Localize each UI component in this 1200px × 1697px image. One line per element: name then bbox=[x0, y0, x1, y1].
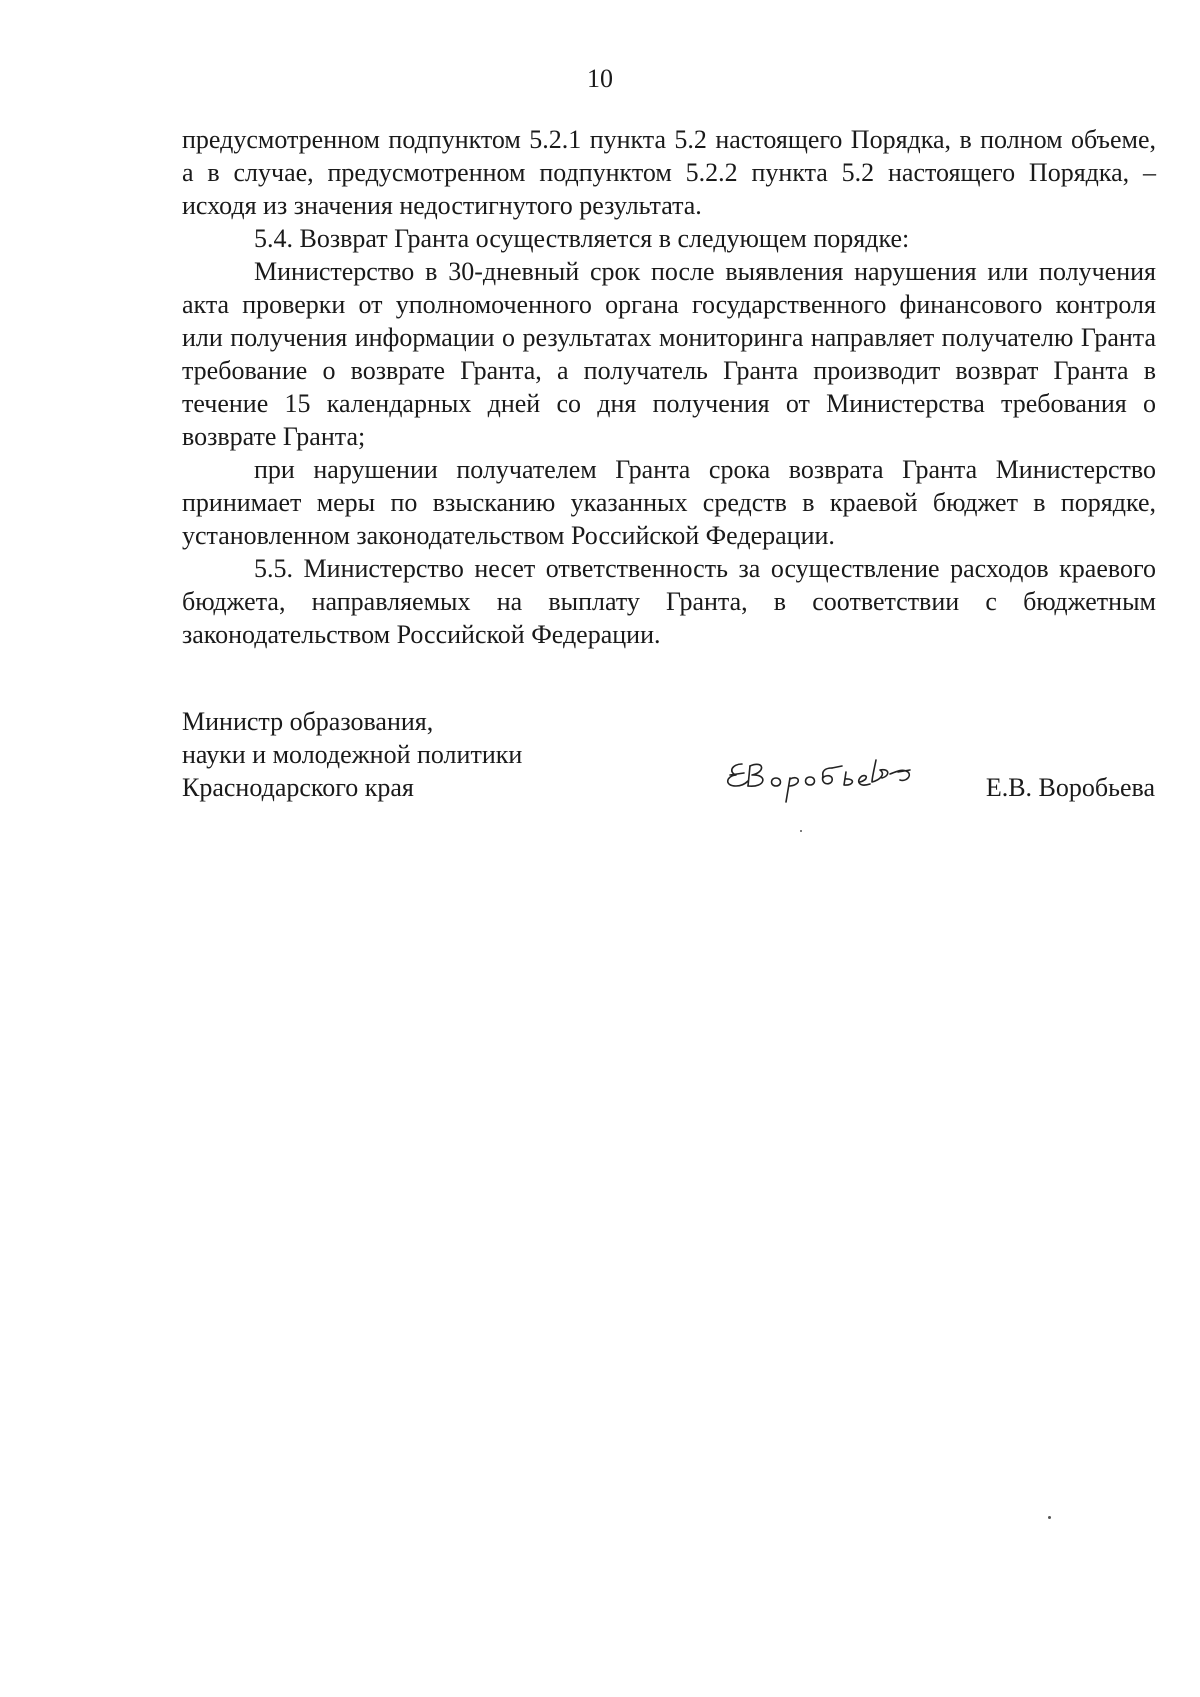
paragraph-continuation: предусмотренном подпунктом 5.2.1 пункта 5.2 настоящего Порядка, в полном объеме, а в случае, предусмотренном подпунктом 5.2.2 пункта 5.2 настоящего Порядка, – исходя из значения недостигнутого результата. bbox=[182, 125, 1156, 220]
paragraph-5-5: 5.5. Министерство несет ответственность за осуществление расходов краевого бюджета, направляемых на выплату Гранта, в соответствии с бюджетным законодательством Российской Федерации. bbox=[182, 554, 1156, 649]
scan-speck bbox=[800, 830, 802, 832]
paragraph-5-4: 5.4. Возврат Гранта осуществляется в следующем порядке: bbox=[254, 224, 910, 253]
signatory-position-line: Министр образования, bbox=[182, 707, 434, 736]
scan-speck bbox=[1048, 1516, 1051, 1519]
signatory-position-line: науки и молодежной политики bbox=[182, 740, 523, 769]
document-body bbox=[182, 123, 1156, 651]
page-number: 10 bbox=[587, 64, 613, 93]
paragraph-violation-measures: при нарушении получателем Гранта срока возврата Гранта Министерство принимает меры по взысканию указанных средств в краевой бюджет в порядке, установленном законодательством Российской Федерации. bbox=[182, 455, 1156, 550]
handwritten-signature bbox=[720, 742, 950, 812]
signatory-position-line: Краснодарского края bbox=[182, 773, 414, 802]
signatory-position bbox=[182, 705, 522, 804]
signatory-name: Е.В. Воробьева bbox=[985, 773, 1155, 802]
paragraph-return-procedure: Министерство в 30-дневный срок после выявления нарушения или получения акта проверки от уполномоченного органа государственного финансового контроля или получения информации о результатах мониторинга направляет получателю Гранта требование о возврате Гранта, а получатель Гранта производит возврат Гранта в течение 15 календарных дней со дня получения от Министерства требования о возврате Гранта; bbox=[182, 257, 1156, 451]
